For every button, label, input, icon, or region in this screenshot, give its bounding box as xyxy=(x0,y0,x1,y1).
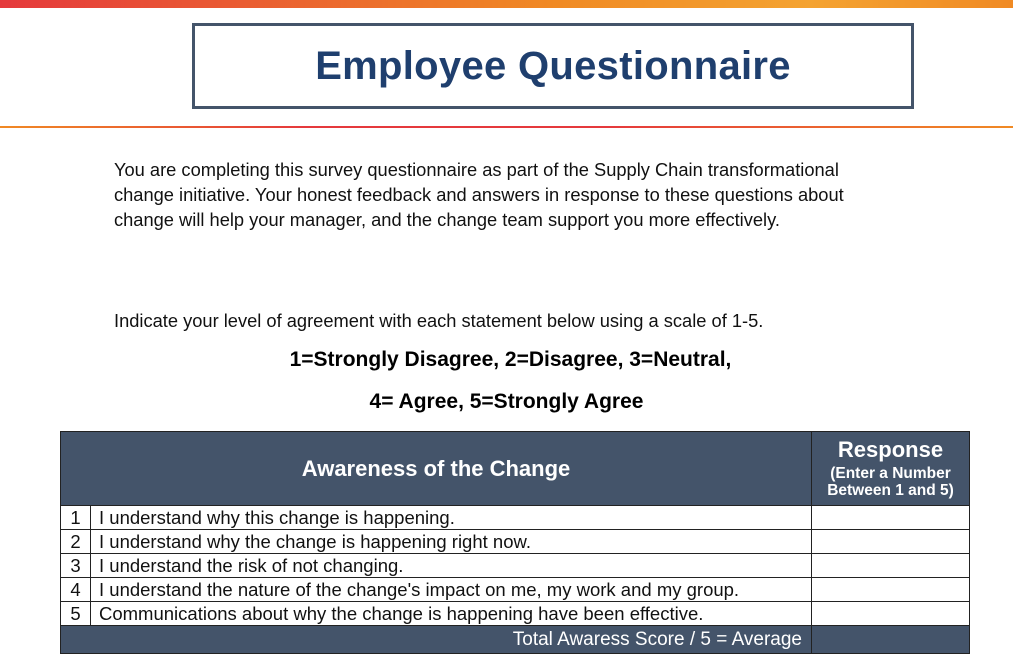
total-score-cell[interactable] xyxy=(812,626,970,654)
table-header-row xyxy=(61,432,970,506)
table-row xyxy=(61,578,970,602)
title-box xyxy=(192,23,914,109)
table-row xyxy=(61,602,970,626)
row-statement: Communications about why the change is happening have been effective. xyxy=(91,602,812,626)
instruction-text: Indicate your level of agreement with each statement below using a scale of 1-5. xyxy=(114,310,764,331)
table-row xyxy=(61,530,970,554)
response-header-hint: (Enter a Number Between 1 and 5) xyxy=(827,465,954,500)
page-title: Employee Questionnaire xyxy=(315,43,791,88)
response-cell[interactable] xyxy=(812,578,970,602)
response-cell[interactable] xyxy=(812,554,970,578)
response-cell[interactable] xyxy=(812,506,970,530)
top-accent-bar xyxy=(0,0,1013,8)
awareness-table xyxy=(60,431,970,654)
row-statement: I understand the risk of not changing. xyxy=(91,554,812,578)
scale-legend-line-1: 1=Strongly Disagree, 2=Disagree, 3=Neutral, xyxy=(289,348,732,371)
row-number: 3 xyxy=(61,554,91,578)
intro-paragraph: You are completing this survey questionnaire as part of the Supply Chain transformational change initiative. Your honest feedback and answers in response to these questions about change will help your manager, and the change team support you more effectively. xyxy=(114,159,844,230)
row-number: 2 xyxy=(61,530,91,554)
row-statement: I understand the nature of the change's impact on me, my work and my group. xyxy=(91,578,812,602)
response-header-label: Response xyxy=(837,436,944,462)
row-number: 4 xyxy=(61,578,91,602)
row-number: 5 xyxy=(61,602,91,626)
response-column-header xyxy=(812,432,970,506)
total-row xyxy=(61,626,970,654)
row-number: 1 xyxy=(61,506,91,530)
row-statement: I understand why the change is happening right now. xyxy=(91,530,812,554)
scale-legend-line-2: 4= Agree, 5=Strongly Agree xyxy=(369,390,644,413)
response-cell[interactable] xyxy=(812,530,970,554)
header-divider xyxy=(0,126,1013,128)
table-row xyxy=(61,554,970,578)
response-cell[interactable] xyxy=(812,602,970,626)
table-row xyxy=(61,506,970,530)
section-title: Awareness of the Change xyxy=(61,432,812,506)
total-score-label: Total Awaress Score / 5 = Average xyxy=(61,626,812,654)
row-statement: I understand why this change is happening. xyxy=(91,506,812,530)
